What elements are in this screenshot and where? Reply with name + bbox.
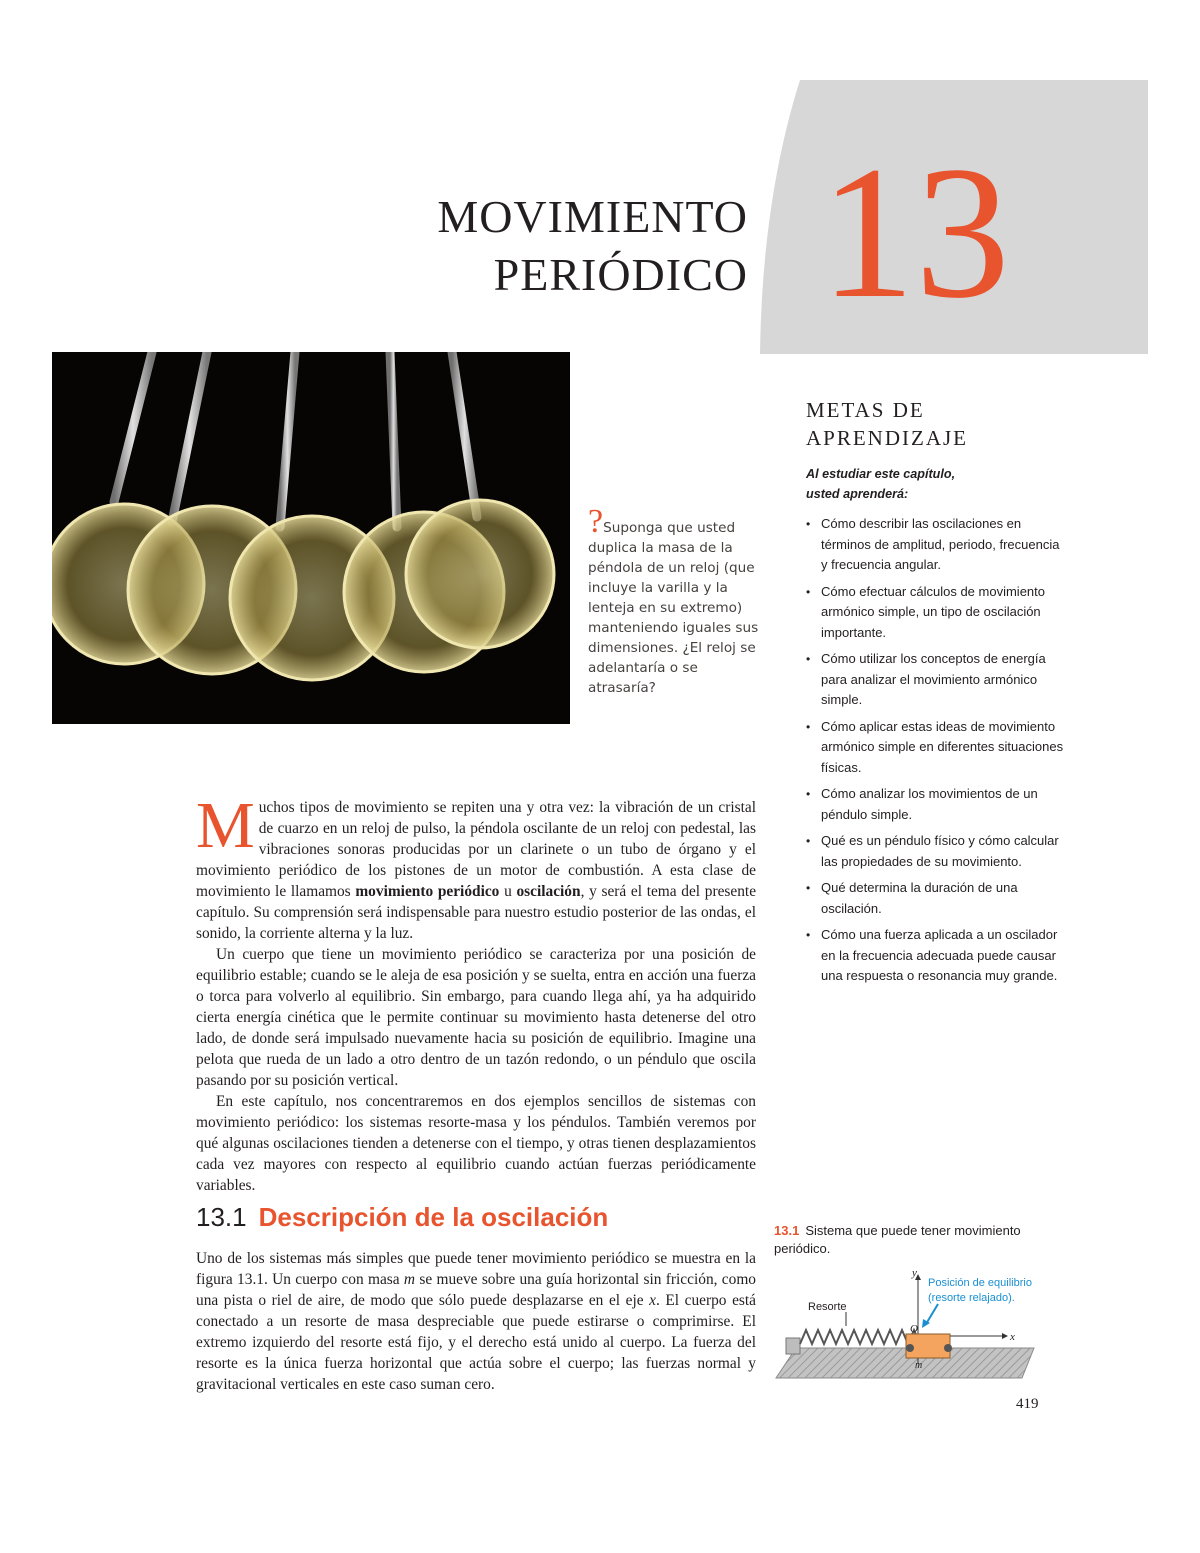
label-equilibrium-2: (resorte relajado). [928, 1292, 1015, 1304]
figure-caption [774, 1222, 1074, 1258]
label-spring: Resorte [808, 1301, 847, 1313]
goals-intro-line1: Al estudiar este capítulo, [806, 467, 956, 481]
figure-number: 13.1 [774, 1223, 800, 1238]
goal-item: • Cómo aplicar estas ideas de movimiento armónico simple en diferentes situaciones físicas. [806, 717, 1066, 779]
air-track [776, 1348, 1034, 1378]
intro-paragraph-3: En este capítulo, nos concentraremos en dos ejemplos sencillos de sistemas con movimiento periódico: los sistemas resorte-masa y los péndulos. También veremos por qué algunas oscilaciones tienden a detenerse con el tiempo, y otras tienen desplazamientos cada vez mayores con respecto al equilibrio cuando actúan fuerzas periódicamente variables. [196, 1093, 756, 1194]
goal-item: • Cómo efectuar cálculos de movimiento armónico simple, un tipo de oscilación importante. [806, 582, 1066, 644]
chapter-title-line2: PERIÓDICO [493, 249, 748, 300]
chapter-number: 13 [820, 128, 1010, 338]
variable-m: m [403, 1271, 416, 1288]
goal-item: • Cómo utilizar los conceptos de energía para analizar el movimiento armónico simple. [806, 649, 1066, 711]
term-oscillation: oscilación [516, 883, 581, 900]
variable-x: x [649, 1292, 656, 1309]
wall-bracket [786, 1338, 800, 1354]
intro-text [196, 789, 757, 1196]
chapter-question [588, 503, 768, 698]
goals-title-line1: METAS DE [806, 398, 925, 422]
intro-paragraph-2: Un cuerpo que tiene un movimiento periódico se caracteriza por una posición de equilibrio estable; cuando se le aleja de esa posición y se suelta, entra en acción una fuerza o torca para volverlo al equilibrio. Sin embargo, para cuando llega ahí, ya ha adquirido cierta energía cinética que le permite continuar su movimiento hasta detenerse del otro lado, de donde será impulsado nuevamente hacia su posición de equilibrio. Imagine una pelota que rueda de un lado a otro dentro de un tazón redondo, o un péndulo que oscila pasando por su posición vertical. [196, 946, 756, 1089]
pendulum-photo [52, 352, 570, 724]
drop-cap: M [196, 789, 255, 862]
label-mass: m [915, 1360, 923, 1371]
figure-caption-text: Sistema que puede tener movimiento periódico. [774, 1223, 1021, 1256]
label-y: y [912, 1267, 917, 1279]
goal-item: • Cómo una fuerza aplicada a un oscilador en la frecuencia adecuada puede causar una respuesta o resonancia muy grande. [806, 925, 1066, 987]
section-paragraph [196, 1248, 756, 1395]
label-origin: O [910, 1323, 918, 1335]
chapter-title [437, 188, 748, 304]
goals-intro-line2: usted aprenderá: [806, 487, 909, 501]
section-heading [196, 1200, 608, 1234]
goals-list [806, 514, 1066, 987]
term-periodic-motion: movimiento periódico [355, 883, 500, 900]
pointer-arrow [926, 1304, 938, 1324]
chapter-title-line1: MOVIMIENTO [437, 191, 748, 242]
goal-item: • Cómo describir las oscilaciones en términos de amplitud, periodo, frecuencia y frecuencia angular. [806, 514, 1066, 576]
intro-text-run: u [499, 883, 517, 900]
section-title: Descripción de la oscilación [258, 1202, 609, 1232]
goals-title-line2: APRENDIZAJE [806, 426, 968, 450]
goal-item: • Cómo analizar los movimientos de un péndulo simple. [806, 784, 1066, 825]
learning-goals [806, 396, 1066, 993]
intro-text-run: uchos tipos de movimiento se repiten una y otra vez: la vibración de un cristal de cuarzo en un reloj de pulso, la péndola oscilante de un reloj con pedestal, las vibraciones sonoras producidas por un clarinete o un tubo de órgano y el movimiento periódico de los pistones de un motor de combustión. A esta clase de movimiento le llamamos [196, 799, 756, 900]
question-mark-icon: ? [588, 503, 604, 540]
page-number: 419 [1016, 1396, 1039, 1412]
goal-item: • Qué es un péndulo físico y cómo calcular las propiedades de su movimiento. [806, 831, 1066, 872]
wheel-left [906, 1344, 914, 1352]
wheel-right [944, 1344, 952, 1352]
section-text-run: Uno de los sistemas más simples que puede tener movimiento periódico se muestra en la figura 13.1. Un cuerpo con masa [196, 1250, 756, 1288]
spring-coil [800, 1330, 920, 1344]
label-x: x [1010, 1331, 1015, 1343]
section-text-run: se mueve sobre una guía horizontal sin fricción, como una pista o riel de aire, de modo que sólo puede desplazarse en el eje [196, 1271, 756, 1309]
goal-item: • Qué determina la duración de una oscilación. [806, 878, 1066, 919]
goals-title [806, 396, 1066, 452]
spring-mass-figure [772, 1266, 1038, 1387]
question-text: Suponga que usted duplica la masa de la péndola de un reloj (que incluye la varilla y la lenteja en su extremo) manteniendo iguales sus dimensiones. ¿El reloj se adelantaría o se atrasaría? [588, 520, 759, 696]
x-axis-arrow-icon [1002, 1333, 1008, 1339]
goals-intro [806, 464, 1066, 504]
intro-paragraph-1 [196, 789, 757, 944]
section-text-run: . El cuerpo está conectado a un resorte de masa despreciable que puede estirarse o comprimirse. El extremo izquierdo del resorte está fijo, y el derecho está unido al cuerpo. La fuerza del resorte es la única fuerza horizontal que actúa sobre el cuerpo; las fuerzas normal y gravitacional verticales en este caso suman cero. [196, 1292, 756, 1393]
section-number: 13.1 [196, 1202, 247, 1232]
intro-text-run: , y será el tema del presente capítulo. Su comprensión será indispensable para nuestro estudio posterior de las ondas, el sonido, la corriente alterna y la luz. [196, 883, 757, 942]
label-equilibrium-1: Posición de equilibrio [928, 1277, 1032, 1289]
